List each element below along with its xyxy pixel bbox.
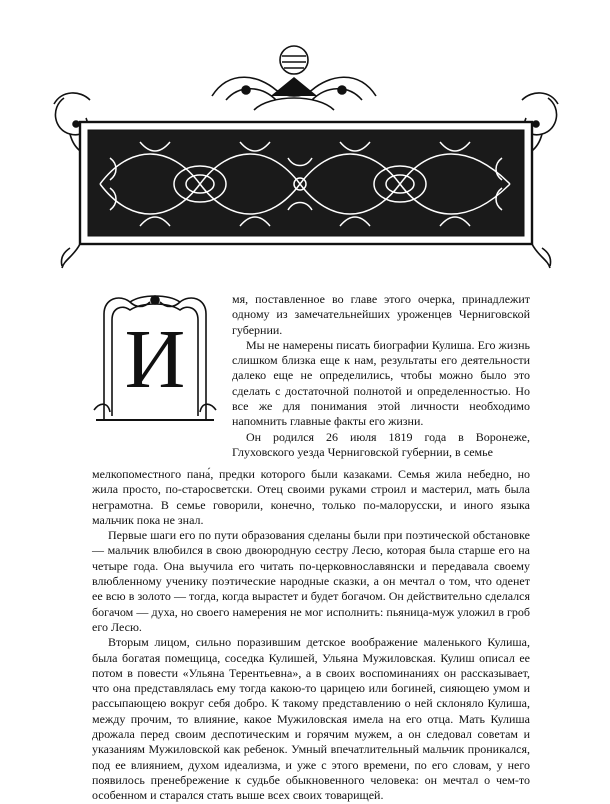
paragraph-1: мя, поставленное во главе этого очерка, принадлежит одному из замечательнейших уроженцев Черниговской губернии. — [232, 292, 530, 337]
text-column-wide — [92, 467, 530, 804]
drop-cap — [90, 292, 220, 424]
paragraph-3: Он родился 26 июля 1819 года в Воронеже, Глуховского уезда Черниговской губернии, в семье — [232, 429, 530, 459]
crest-ornament — [212, 46, 376, 110]
paragraph-2: Мы не намерены писать биографии Кулиша. Его жизнь слишком близка еще к нам, результаты его деятельности далеко еще не определились, чтобы можно было это сделать с достаточной полнотой и определенностью. Но все же для понимания этой личности необходимо напомнить главные факты его жизни. — [232, 337, 530, 429]
paragraph-5: Вторым лицом, сильно поразившим детское воображение маленького Кулиша, была богатая помещица, соседка Кулишей, Ульяна Мужиловская. Кулиш описал ее потом в повести «Ульяна Терентьевна», а в своих воспоминаниях он рассказывает, что она представлялась ему тогда какою-то царицею или богиней, сияющею умом и рассыпающею вокруг себя добро. К такому представлению о ней склоняло Кулиша, между прочим, то влияние, какое Мужиловская имела на его отца. Мать Кулиша дрожала перед своим деспотическим и горячим мужем, а он следовал советам и указаниям Мужиловской как ребенок. Умный впечатлительный мальчик проникался, под ее влиянием, духом идеализма, и уже с этого времени, по его словам, у него появилось пренебрежение к судьбе обыкновенного человека: он мечтал о чем-то особенном и старался стать выше всех своих товарищей. — [92, 635, 530, 803]
lower-ornament — [61, 244, 550, 268]
text-column-narrow — [232, 292, 530, 460]
paragraph-4: Первые шаги его по пути образования сделаны были при поэтической обстановке — мальчик влюбился в свою двоюродную сестру Лесю, которая была старше его на четыре года. Она выучила его читать по-церковнославянски и передавала своему влюбленному ученику поэтические народные сказки, а он мечтал о том, что оденет ее всю в золото — тогда, когда вырастет и будет богачом. Он действительно сделался богачом — духа, но своего намерения не мог исполнить: пьяница-муж уложил в гроб его Лесю. — [92, 528, 530, 634]
drop-cap-letter: И — [124, 313, 186, 406]
ornamental-header-frame — [40, 38, 572, 270]
paragraph-3-continued: мелкопоместного пана́, предки которого были казаками. Семья жила небедно, но жила просто, по-старосветски. Отец своими руками строил и мастерил, мать была неграмотна. В семье говорили, конечно, только по-малорусски, и иного языка мальчик пока не знал. — [92, 467, 530, 527]
